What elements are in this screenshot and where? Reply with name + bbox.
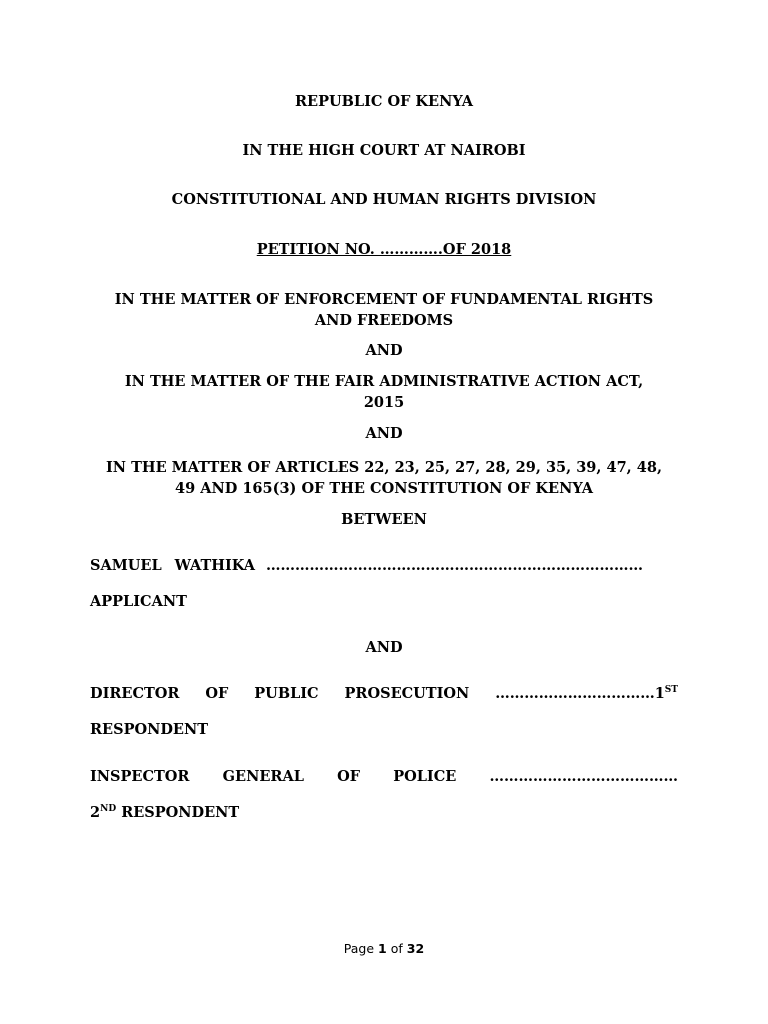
respondent-1-word-3: PUBLIC — [254, 685, 319, 702]
respondent-2-word-1: INSPECTOR — [90, 768, 190, 785]
applicant-line — [90, 555, 678, 576]
page-word: Page — [343, 941, 375, 956]
respondent-2-role: RESPONDENT — [121, 804, 240, 821]
respondent-1-line — [90, 683, 678, 704]
respondent-2-word-3: OF — [337, 768, 361, 785]
respondent-1-number — [495, 683, 678, 704]
applicant-dots: …………………………………………………………………… — [266, 557, 644, 574]
applicant-name-first: SAMUEL — [90, 557, 162, 574]
respondent-2-word-4: POLICE — [393, 768, 457, 785]
of-word: of — [390, 941, 403, 956]
respondent-2-line — [90, 766, 678, 787]
respondent-1-word-4: PROSECUTION — [344, 685, 470, 702]
matter-3-line-2: 49 AND 165(3) OF THE CONSTITUTION OF KENYA — [174, 480, 593, 497]
and-separator-1: AND — [365, 342, 403, 359]
between-heading: BETWEEN — [341, 511, 427, 528]
court-heading: IN THE HIGH COURT AT NAIROBI — [242, 142, 526, 159]
respondent-2-number: 2 — [90, 804, 101, 821]
petition-number: PETITION NO. ………….OF 2018 — [256, 241, 512, 258]
matter-1-line-1: IN THE MATTER OF ENFORCEMENT OF FUNDAMENTAL RIGHTS — [114, 291, 654, 308]
division-heading: CONSTITUTIONAL AND HUMAN RIGHTS DIVISION — [171, 191, 597, 208]
respondent-1-word-1: DIRECTOR — [90, 685, 180, 702]
and-separator-2: AND — [365, 425, 403, 442]
matter-2-line-1: IN THE MATTER OF THE FAIR ADMINISTRATIVE ACTION ACT, — [124, 373, 644, 390]
applicant-role: APPLICANT — [90, 593, 187, 610]
republic-heading: REPUBLIC OF KENYA — [294, 93, 474, 110]
page-footer — [0, 941, 768, 956]
respondent-1-word-2: OF — [205, 685, 229, 702]
respondent-1-suffix: ST — [664, 685, 678, 696]
respondent-2-role-line — [90, 802, 239, 823]
respondent-2-word-2: GENERAL — [222, 768, 304, 785]
page-total: 32 — [406, 941, 425, 956]
matter-1-line-2: AND FREEDOMS — [314, 312, 454, 329]
matter-2-line-2: 2015 — [363, 394, 405, 411]
respondent-1-role: RESPONDENT — [90, 721, 209, 738]
matter-3-line-1: IN THE MATTER OF ARTICLES 22, 23, 25, 27, 28, 29, 35, 39, 47, 48, — [106, 459, 662, 476]
respondent-2-dots: ………………………………… — [489, 768, 678, 785]
page-current: 1 — [378, 941, 387, 956]
and-parties: AND — [365, 639, 403, 656]
respondent-1-dots: ……………………………1 — [495, 685, 665, 702]
respondent-2-suffix: ND — [100, 804, 117, 815]
applicant-name-last: WATHIKA — [174, 557, 256, 574]
